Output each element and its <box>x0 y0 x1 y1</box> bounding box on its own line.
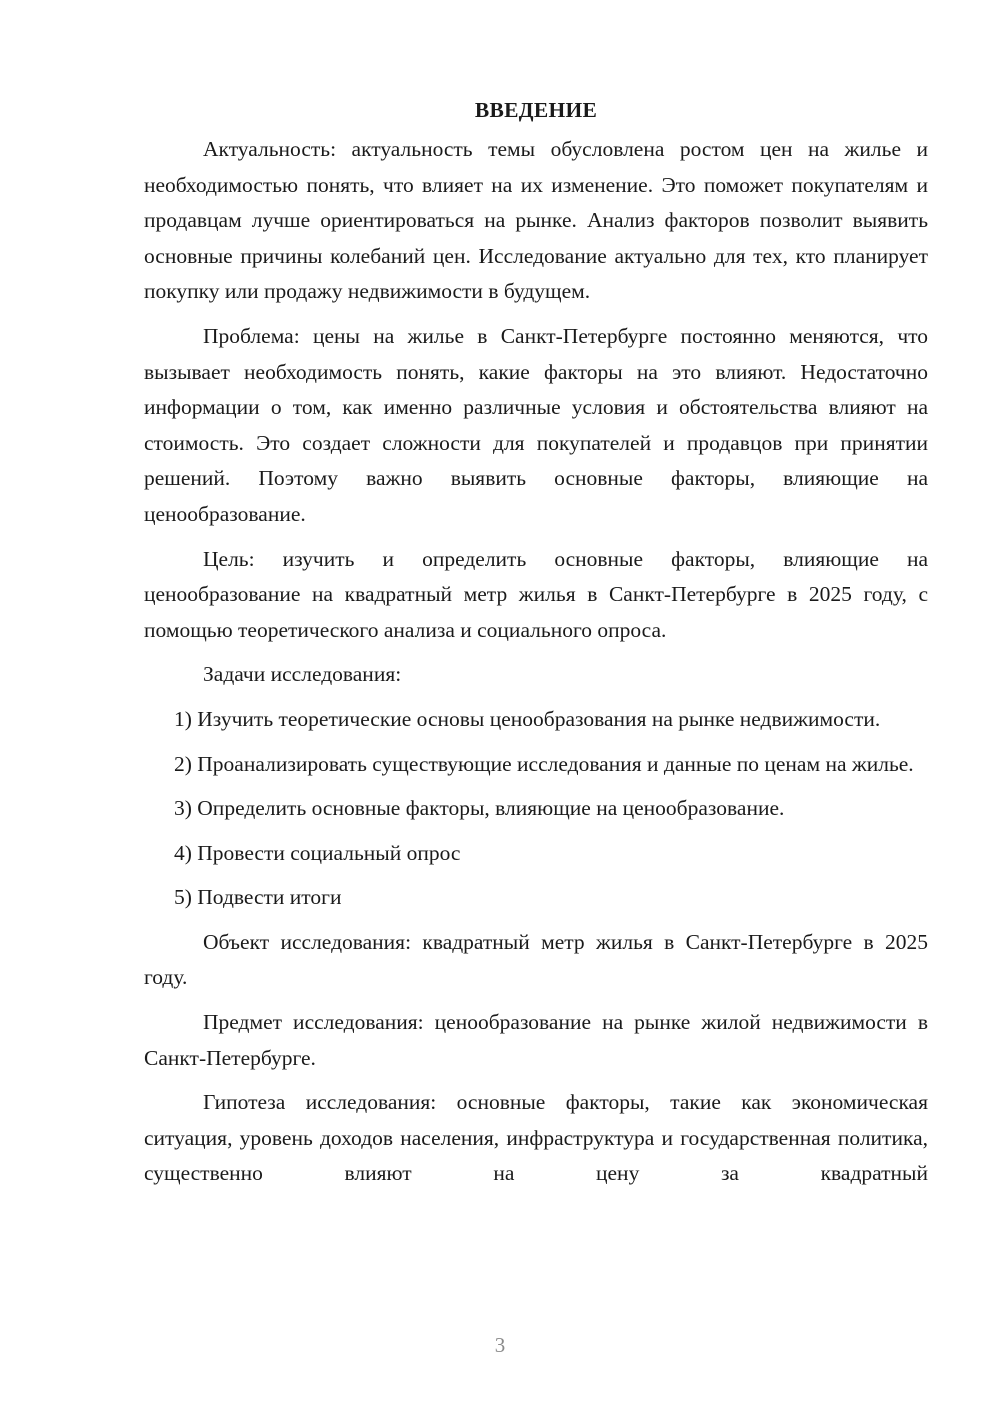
task-item-2: 2) Проанализировать существующие исследования и данные по ценам на жилье. <box>174 751 914 776</box>
task-item-4: 4) Провести социальный опрос <box>174 840 461 865</box>
document-page <box>144 92 928 1192</box>
task-item-3: 3) Определить основные факторы, влияющие на ценообразование. <box>174 796 785 821</box>
paragraph-relevance: Актуальность: актуальность темы обусловлена ростом цен на жилье и необходимостью понять, что влияет на их изменение. Это поможет покупателям и продавцам лучше ориентироваться на рынке. Анализ факторов позволит выявить основные причины колебаний цен. Исследование актуально для тех, кто планирует покупку или продажу недвижимости в будущем. <box>144 137 928 304</box>
paragraph-goal: Цель: изучить и определить основные факторы, влияющие на ценообразование на квадратный метр жилья в Санкт-Петербурге в 2025 году, с помощью теоретического анализа и социального опроса. <box>144 546 928 642</box>
task-item-5: 5) Подвести итоги <box>174 885 342 910</box>
paragraph-problem: Проблема: цены на жилье в Санкт-Петербурге постоянно меняются, что вызывает необходимость понять, какие факторы на это влияют. Недостаточно информации о том, как именно различные условия и обстоятельства влияют на стоимость. Это создает сложности для покупателей и продавцов при принятии решений. Поэтому важно выявить основные факторы, влияющие на ценообразование. <box>144 323 928 526</box>
paragraph-hypothesis: Гипотеза исследования: основные факторы, такие как экономическая ситуация, уровень доходов населения, инфраструктура и государственная политика, существенно влияют на цену за квадратный <box>144 1090 928 1186</box>
paragraph-tasks-heading: Задачи исследования: <box>203 662 402 687</box>
section-title: ВВЕДЕНИЕ <box>474 98 598 122</box>
paragraph-subject: Предмет исследования: ценообразование на рынке жилой недвижимости в Санкт-Петербурге. <box>144 1010 928 1070</box>
page-number: 3 <box>494 1333 506 1357</box>
paragraph-object: Объект исследования: квадратный метр жилья в Санкт-Петербурге в 2025 году. <box>144 929 928 990</box>
task-item-1: 1) Изучить теоретические основы ценообразования на рынке недвижимости. <box>174 706 881 731</box>
